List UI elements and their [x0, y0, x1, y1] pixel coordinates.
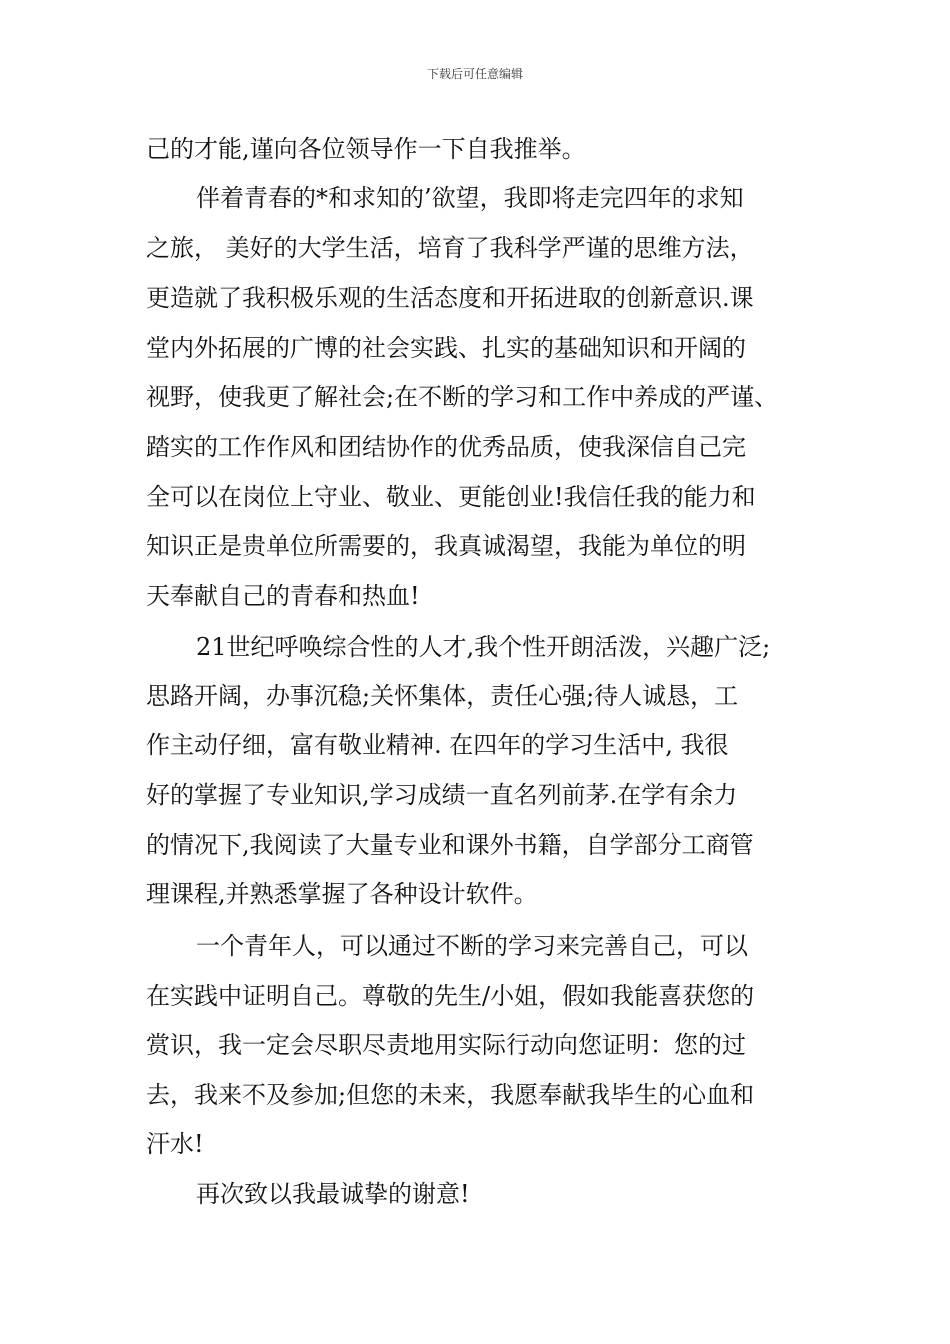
text-line: 再次致以我最诚挚的谢意!	[196, 1180, 470, 1208]
page-header: 下载后可任意编辑	[426, 67, 523, 81]
text-line: 思路开阔，办事沉稳;关怀集体，责任心强;待人诚恳，工	[146, 682, 739, 710]
text-line: 理课程,并熟悉掌握了各种设计软件。	[146, 880, 538, 908]
text-line: 在实践中证明自己。尊敬的先生/小姐，假如我能喜获您的	[146, 982, 755, 1010]
text-line: 知识正是贵单位所需要的，我真诚渴望，我能为单位的明	[146, 532, 746, 560]
text-line: 更造就了我积极乐观的生活态度和开拓进取的创新意识.课	[146, 284, 754, 312]
text-line: 堂内外拓展的广博的社会实践、扎实的基础知识和开阔的	[146, 334, 746, 362]
text-line: 汗水!	[146, 1130, 204, 1158]
text-line: 的情况下,我阅读了大量专业和课外书籍，自学部分工商管	[146, 831, 754, 859]
text-line: 己的才能,谨向各位领导作一下自我推举。	[146, 135, 586, 163]
text-line: 一个青年人，可以通过不断的学习来完善自己，可以	[196, 932, 748, 960]
text-line: 伴着青春的*和求知的’欲望，我即将走完四年的求知	[196, 184, 744, 212]
text-line: 天奉献自己的青春和热血!	[146, 582, 420, 610]
text-line: 作主动仔细，富有敬业精神. 在四年的学习生活中, 我很	[146, 731, 729, 759]
text-line: 好的掌握了专业知识,学习成绩一直名列前茅.在学有余力	[146, 781, 738, 809]
text-line: 踏实的工作作风和团结协作的优秀品质，使我深信自己完	[146, 433, 746, 461]
text-line: 去，我来不及参加;但您的未来，我愿奉献我毕生的心血和	[146, 1081, 755, 1109]
text-line: 全可以在岗位上守业、敬业、更能创业!我信任我的能力和	[146, 483, 756, 511]
text-line: 视野，使我更了解社会;在不断的学习和工作中养成的严谨、	[146, 383, 779, 411]
text-line: 赏识，我一定会尽职尽责地用实际行动向您证明：您的过	[146, 1031, 746, 1059]
text-line: 之旅， 美好的大学生活，培育了我科学严谨的思维方法，	[146, 234, 754, 262]
text-line: 21世纪呼唤综合性的人才,我个性开朗活泼，兴趣广泛;	[196, 633, 771, 661]
